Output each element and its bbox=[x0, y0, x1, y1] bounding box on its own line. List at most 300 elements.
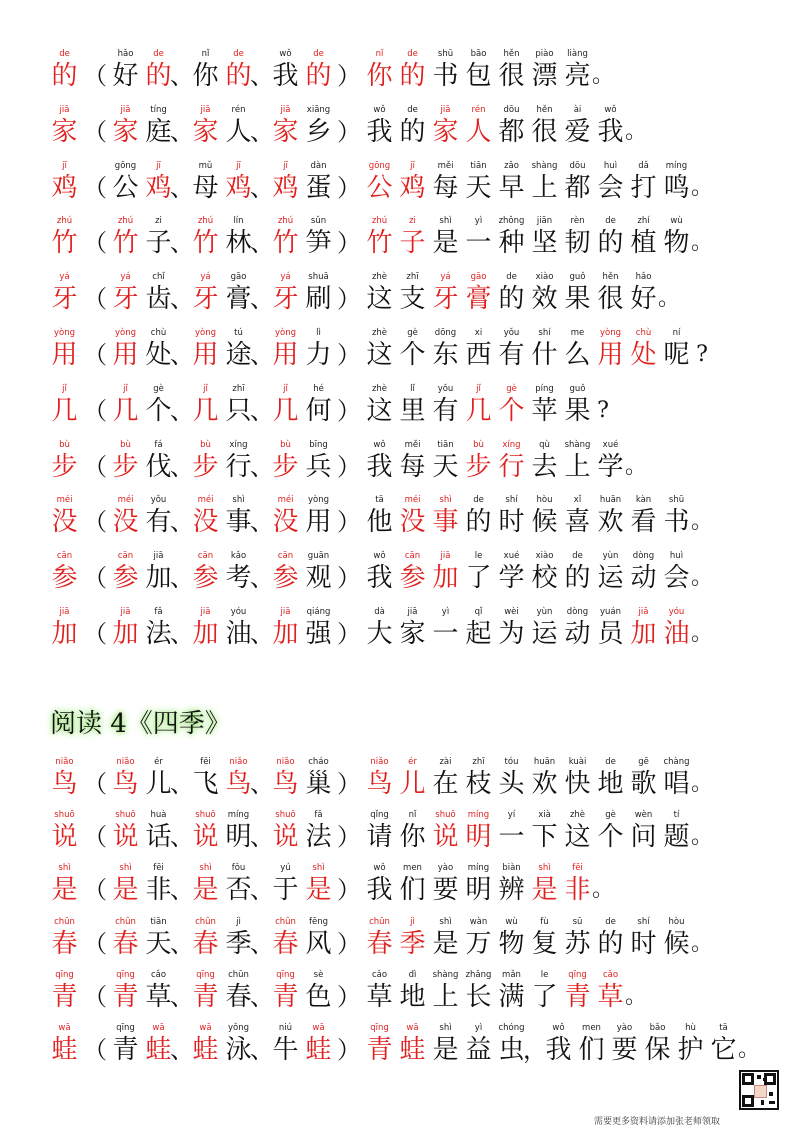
hanzi: 青 bbox=[51, 981, 78, 1012]
pinyin: bù bbox=[200, 439, 211, 450]
hanzi: 乡 bbox=[305, 116, 332, 147]
pinyin: chūn bbox=[115, 916, 136, 927]
hanzi: 途 bbox=[225, 339, 252, 370]
hanzi: 苏 bbox=[564, 928, 591, 959]
punctuation: ） bbox=[337, 396, 361, 425]
target-character bbox=[109, 756, 142, 800]
character bbox=[429, 916, 462, 960]
pinyin: gē bbox=[638, 757, 649, 767]
pinyin: qīng bbox=[196, 969, 215, 980]
hanzi: 坚 bbox=[531, 228, 558, 259]
pinyin: tiān bbox=[150, 916, 167, 927]
hanzi: 子 bbox=[145, 228, 172, 259]
target-character bbox=[189, 809, 222, 853]
hanzi: 个 bbox=[498, 395, 525, 426]
pinyin: yǒng bbox=[227, 1022, 249, 1033]
pinyin: shì bbox=[58, 863, 71, 874]
pinyin: fù bbox=[540, 916, 549, 927]
hanzi: 万 bbox=[465, 928, 492, 959]
pinyin: hòu bbox=[668, 916, 685, 927]
target-character bbox=[189, 383, 222, 427]
character bbox=[462, 550, 495, 594]
target-character bbox=[48, 327, 81, 371]
hanzi: 天 bbox=[432, 451, 459, 482]
vocab-row bbox=[0, 550, 800, 606]
hanzi: 法 bbox=[305, 822, 332, 853]
vocab-row bbox=[0, 862, 800, 915]
vocab-line bbox=[48, 916, 714, 960]
pinyin: zhú bbox=[117, 216, 134, 227]
character bbox=[302, 916, 335, 960]
punctuation: ） bbox=[337, 619, 361, 648]
character bbox=[594, 439, 627, 483]
target-character bbox=[363, 756, 396, 800]
target-character bbox=[48, 215, 81, 259]
hanzi: 会 bbox=[597, 172, 624, 203]
pinyin: xíng bbox=[502, 439, 521, 450]
pinyin: shì bbox=[439, 495, 452, 506]
pinyin: bǎo bbox=[649, 1022, 666, 1033]
pinyin: yǒu bbox=[150, 495, 167, 506]
target-character bbox=[109, 862, 142, 906]
pinyin: shí bbox=[505, 495, 518, 506]
hanzi: 鸟 bbox=[225, 769, 252, 799]
pinyin: qiáng bbox=[306, 606, 331, 617]
hanzi: 运 bbox=[531, 618, 558, 649]
hanzi: 步 bbox=[272, 451, 299, 482]
pinyin: gè bbox=[506, 383, 517, 394]
target-character bbox=[528, 862, 561, 906]
hanzi: 喜 bbox=[564, 507, 591, 538]
pinyin: yì bbox=[474, 216, 483, 227]
target-character bbox=[269, 271, 302, 315]
pinyin: tiān bbox=[470, 160, 487, 171]
vocab-line bbox=[48, 550, 714, 594]
hanzi: 观 bbox=[305, 563, 332, 594]
hanzi: 候 bbox=[531, 507, 558, 538]
hanzi: 巢 bbox=[305, 769, 332, 799]
target-character bbox=[429, 550, 462, 594]
hanzi: 都 bbox=[564, 172, 591, 203]
pinyin: míng bbox=[665, 160, 688, 171]
target-character bbox=[462, 439, 495, 483]
character bbox=[269, 48, 302, 92]
target-character bbox=[269, 809, 302, 853]
character bbox=[302, 809, 335, 853]
hanzi: 看 bbox=[630, 507, 657, 538]
hanzi: 几 bbox=[465, 395, 492, 426]
hanzi: 牙 bbox=[272, 284, 299, 315]
character bbox=[495, 756, 528, 800]
pinyin: shí bbox=[637, 916, 650, 927]
hanzi: 辨 bbox=[498, 875, 525, 906]
target-character bbox=[363, 160, 396, 204]
pinyin: wā bbox=[152, 1022, 165, 1033]
target-character bbox=[48, 1022, 81, 1066]
hanzi: 呢 bbox=[663, 339, 690, 370]
hanzi: 益 bbox=[465, 1034, 492, 1065]
pinyin: bù bbox=[280, 439, 291, 450]
pinyin: niǎo bbox=[370, 757, 389, 767]
pinyin: shū bbox=[437, 49, 454, 59]
hanzi: 牙 bbox=[192, 284, 219, 315]
hanzi: 员 bbox=[597, 618, 624, 649]
pinyin: huà bbox=[150, 810, 167, 821]
hanzi: 护 bbox=[677, 1034, 704, 1065]
hanzi: 里 bbox=[399, 395, 426, 426]
target-character bbox=[660, 606, 693, 650]
pinyin: nǐ bbox=[408, 810, 417, 821]
target-character bbox=[269, 550, 302, 594]
punctuation: ） bbox=[337, 508, 361, 537]
punctuation: 。 bbox=[691, 771, 714, 796]
pinyin: hòu bbox=[536, 495, 553, 506]
pinyin: dōu bbox=[503, 104, 520, 115]
punctuation: 、 bbox=[170, 876, 194, 905]
avatar bbox=[754, 1085, 767, 1098]
hanzi: 春 bbox=[366, 928, 393, 959]
character bbox=[363, 606, 396, 650]
pinyin: shàng bbox=[432, 969, 459, 980]
target-character bbox=[48, 550, 81, 594]
hanzi: 用 bbox=[112, 339, 139, 370]
pinyin: shì bbox=[439, 916, 452, 927]
pinyin: zhī bbox=[472, 757, 485, 767]
hanzi: 漂 bbox=[531, 61, 558, 91]
pinyin: zhǒng bbox=[498, 216, 525, 227]
pinyin: niǎo bbox=[55, 757, 74, 767]
punctuation: ） bbox=[337, 62, 361, 90]
hanzi: 有 bbox=[145, 507, 172, 538]
character bbox=[363, 104, 396, 148]
pinyin: cǎo bbox=[602, 969, 619, 980]
hanzi: 非 bbox=[145, 875, 172, 906]
hanzi: 没 bbox=[51, 507, 78, 538]
character bbox=[429, 48, 462, 92]
character bbox=[189, 756, 222, 800]
character bbox=[495, 916, 528, 960]
character bbox=[396, 606, 429, 650]
pinyin: niǎo bbox=[229, 757, 248, 767]
pinyin: niú bbox=[278, 1022, 293, 1033]
hanzi: 什 bbox=[531, 339, 558, 370]
character bbox=[462, 969, 495, 1013]
pinyin: rén bbox=[471, 104, 486, 115]
character bbox=[627, 271, 660, 315]
hanzi: 伐 bbox=[145, 451, 172, 482]
character bbox=[594, 916, 627, 960]
character bbox=[396, 271, 429, 315]
pinyin: yá bbox=[200, 272, 211, 283]
character bbox=[363, 271, 396, 315]
target-character bbox=[462, 383, 495, 427]
character bbox=[363, 550, 396, 594]
pinyin: shì bbox=[199, 863, 212, 874]
punctuation: ） bbox=[337, 564, 361, 593]
target-character bbox=[396, 916, 429, 960]
hanzi: 行 bbox=[498, 451, 525, 482]
hanzi: 欢 bbox=[597, 507, 624, 538]
pinyin: shì bbox=[439, 1022, 452, 1033]
target-character bbox=[429, 271, 462, 315]
hanzi: 步 bbox=[192, 451, 219, 482]
pinyin: jiā bbox=[280, 606, 291, 617]
hanzi: 蛙 bbox=[305, 1034, 332, 1065]
pinyin: xi bbox=[474, 327, 483, 338]
pinyin: zhè bbox=[371, 272, 388, 283]
target-character bbox=[189, 439, 222, 483]
character bbox=[528, 439, 561, 483]
punctuation: 、 bbox=[170, 229, 194, 258]
hanzi: 下 bbox=[531, 822, 558, 853]
target-character bbox=[396, 550, 429, 594]
pinyin: fǎ bbox=[154, 606, 163, 617]
target-character bbox=[189, 494, 222, 538]
hanzi: 鸡 bbox=[272, 172, 299, 203]
hanzi: 蛙 bbox=[51, 1034, 78, 1065]
pinyin: míng bbox=[227, 810, 250, 821]
pinyin: de bbox=[572, 551, 583, 562]
punctuation: （ bbox=[83, 508, 107, 537]
pinyin: kǎo bbox=[230, 551, 247, 562]
punctuation: （ bbox=[83, 62, 107, 90]
pinyin: méi bbox=[56, 495, 73, 506]
hanzi: 我 bbox=[272, 61, 299, 91]
target-character bbox=[462, 104, 495, 148]
pinyin: míng bbox=[467, 810, 490, 821]
hanzi: 们 bbox=[578, 1034, 605, 1065]
character bbox=[707, 1022, 740, 1066]
hanzi: 在 bbox=[432, 769, 459, 799]
character bbox=[462, 756, 495, 800]
pinyin: niǎo bbox=[276, 757, 295, 767]
punctuation: 、 bbox=[250, 929, 274, 958]
pinyin: xíng bbox=[229, 439, 248, 450]
target-character bbox=[269, 969, 302, 1013]
character bbox=[561, 494, 594, 538]
character bbox=[528, 327, 561, 371]
hanzi: 竹 bbox=[51, 228, 78, 259]
punctuation: 、 bbox=[170, 452, 194, 481]
punctuation: 、 bbox=[250, 62, 274, 90]
pinyin: qīng bbox=[116, 1022, 135, 1033]
character bbox=[429, 862, 462, 906]
vocab-row bbox=[0, 756, 800, 809]
punctuation: ） bbox=[337, 229, 361, 258]
pinyin: jī bbox=[156, 160, 161, 171]
pinyin: rèn bbox=[570, 216, 585, 227]
hanzi: 加 bbox=[432, 563, 459, 594]
pinyin: chūn bbox=[228, 969, 249, 980]
pinyin: chǐ bbox=[152, 272, 165, 283]
vocab-line bbox=[48, 327, 711, 371]
pinyin: yì bbox=[441, 606, 450, 617]
hanzi: 东 bbox=[432, 339, 459, 370]
pinyin: yí bbox=[507, 810, 516, 821]
hanzi: 笋 bbox=[305, 228, 332, 259]
hanzi: 的 bbox=[225, 61, 252, 91]
pinyin: liàng bbox=[567, 49, 588, 59]
pinyin: de bbox=[313, 49, 324, 59]
target-character bbox=[48, 439, 81, 483]
target-character bbox=[495, 439, 528, 483]
hanzi: 上 bbox=[564, 451, 591, 482]
punctuation: 、 bbox=[250, 770, 274, 798]
pinyin: hǎo bbox=[117, 49, 134, 59]
target-character bbox=[189, 862, 222, 906]
hanzi: 虫 bbox=[498, 1034, 525, 1065]
pinyin: míng bbox=[467, 863, 490, 874]
character bbox=[429, 215, 462, 259]
hanzi: 膏 bbox=[465, 284, 492, 315]
pinyin: chù bbox=[150, 327, 167, 338]
hanzi: 我 bbox=[545, 1034, 572, 1065]
punctuation: 、 bbox=[250, 1035, 274, 1064]
pinyin: méi bbox=[117, 495, 134, 506]
hanzi: 的 bbox=[465, 507, 492, 538]
hanzi: 是 bbox=[112, 875, 139, 906]
pinyin: yá bbox=[280, 272, 291, 283]
target-character bbox=[302, 48, 335, 92]
punctuation: 。 bbox=[691, 620, 714, 646]
pinyin: mǔ bbox=[198, 160, 213, 171]
hanzi: 强 bbox=[305, 618, 332, 649]
character bbox=[363, 862, 396, 906]
hanzi: 鸡 bbox=[225, 172, 252, 203]
punctuation: ） bbox=[337, 929, 361, 958]
vocab-line bbox=[48, 969, 648, 1013]
hanzi: 春 bbox=[192, 928, 219, 959]
target-character bbox=[396, 494, 429, 538]
pinyin: sǔn bbox=[310, 216, 327, 227]
pinyin: dàn bbox=[310, 160, 327, 171]
hanzi: 题 bbox=[663, 822, 690, 853]
reading-heading: 阅读 4《四季》 bbox=[50, 709, 231, 739]
target-character bbox=[561, 862, 594, 906]
pinyin: nǐ bbox=[375, 49, 384, 59]
character bbox=[561, 916, 594, 960]
punctuation: （ bbox=[83, 285, 107, 314]
character bbox=[363, 494, 396, 538]
pinyin: méi bbox=[277, 495, 294, 506]
pinyin: tú bbox=[234, 327, 243, 338]
hanzi: 几 bbox=[112, 395, 139, 426]
hanzi: 加 bbox=[145, 563, 172, 594]
character bbox=[302, 327, 335, 371]
character bbox=[396, 969, 429, 1013]
hanzi: 加 bbox=[192, 618, 219, 649]
pinyin: fēi bbox=[153, 863, 164, 874]
vocab-row bbox=[0, 104, 800, 160]
pinyin: cān bbox=[56, 551, 73, 562]
punctuation: 、 bbox=[250, 982, 274, 1011]
hanzi: 你 bbox=[192, 61, 219, 91]
pinyin: jī bbox=[62, 160, 67, 171]
hanzi: 运 bbox=[597, 563, 624, 594]
hanzi: 植 bbox=[630, 228, 657, 259]
pinyin: cǎo bbox=[371, 969, 388, 980]
character bbox=[495, 48, 528, 92]
hanzi: 物 bbox=[498, 928, 525, 959]
hanzi: 竹 bbox=[272, 228, 299, 259]
pinyin: xiào bbox=[535, 551, 554, 562]
pinyin: qīng bbox=[568, 969, 587, 980]
character bbox=[495, 862, 528, 906]
target-character bbox=[109, 494, 142, 538]
hanzi: 母 bbox=[192, 172, 219, 203]
hanzi: 没 bbox=[112, 507, 139, 538]
hanzi: 青 bbox=[564, 981, 591, 1012]
punctuation: 、 bbox=[250, 508, 274, 537]
target-character bbox=[396, 160, 429, 204]
hanzi: 用 bbox=[192, 339, 219, 370]
pinyin: wèn bbox=[634, 810, 653, 821]
pinyin: jiā bbox=[200, 606, 211, 617]
punctuation: ? bbox=[696, 341, 708, 367]
character bbox=[462, 327, 495, 371]
character bbox=[528, 48, 561, 92]
hanzi: 鸡 bbox=[145, 172, 172, 203]
vocab-row bbox=[0, 383, 800, 439]
hanzi: 有 bbox=[432, 395, 459, 426]
hanzi: 草 bbox=[366, 981, 393, 1012]
hanzi: 果 bbox=[564, 284, 591, 315]
hanzi: 效 bbox=[531, 284, 558, 315]
character bbox=[561, 48, 594, 92]
pinyin: de bbox=[59, 49, 70, 59]
punctuation: 、 bbox=[170, 340, 194, 369]
punctuation: ） bbox=[337, 285, 361, 314]
pinyin: yǒu bbox=[503, 327, 520, 338]
target-character bbox=[429, 494, 462, 538]
pinyin: wèi bbox=[504, 606, 519, 617]
target-character bbox=[109, 327, 142, 371]
pinyin: bīng bbox=[309, 439, 328, 450]
pinyin: shì bbox=[119, 863, 132, 874]
character bbox=[561, 271, 594, 315]
hanzi: 蛙 bbox=[192, 1034, 219, 1065]
hanzi: 我 bbox=[366, 563, 393, 594]
character bbox=[528, 916, 561, 960]
hanzi: 参 bbox=[51, 563, 78, 594]
hanzi: 春 bbox=[272, 928, 299, 959]
hanzi: 果 bbox=[564, 395, 591, 426]
hanzi: 你 bbox=[399, 822, 426, 853]
hanzi: 有 bbox=[498, 339, 525, 370]
target-character bbox=[396, 756, 429, 800]
hanzi: 长 bbox=[465, 981, 492, 1012]
character bbox=[429, 383, 462, 427]
pinyin: bāo bbox=[470, 49, 487, 59]
pinyin: chūn bbox=[275, 916, 296, 927]
pinyin: zhī bbox=[232, 383, 245, 394]
character bbox=[594, 160, 627, 204]
target-character bbox=[48, 969, 81, 1013]
hanzi: 家 bbox=[399, 618, 426, 649]
punctuation: 、 bbox=[250, 285, 274, 314]
pinyin: shàng bbox=[564, 439, 591, 450]
hanzi: 何 bbox=[305, 395, 332, 426]
hanzi: 我 bbox=[366, 116, 393, 147]
hanzi: 参 bbox=[192, 563, 219, 594]
character bbox=[302, 160, 335, 204]
hanzi: 非 bbox=[564, 875, 591, 906]
character bbox=[641, 1022, 674, 1066]
hanzi: 是 bbox=[432, 1034, 459, 1065]
pinyin: tā bbox=[719, 1022, 728, 1033]
hanzi: 说 bbox=[112, 822, 139, 853]
hanzi: 好 bbox=[112, 61, 139, 91]
